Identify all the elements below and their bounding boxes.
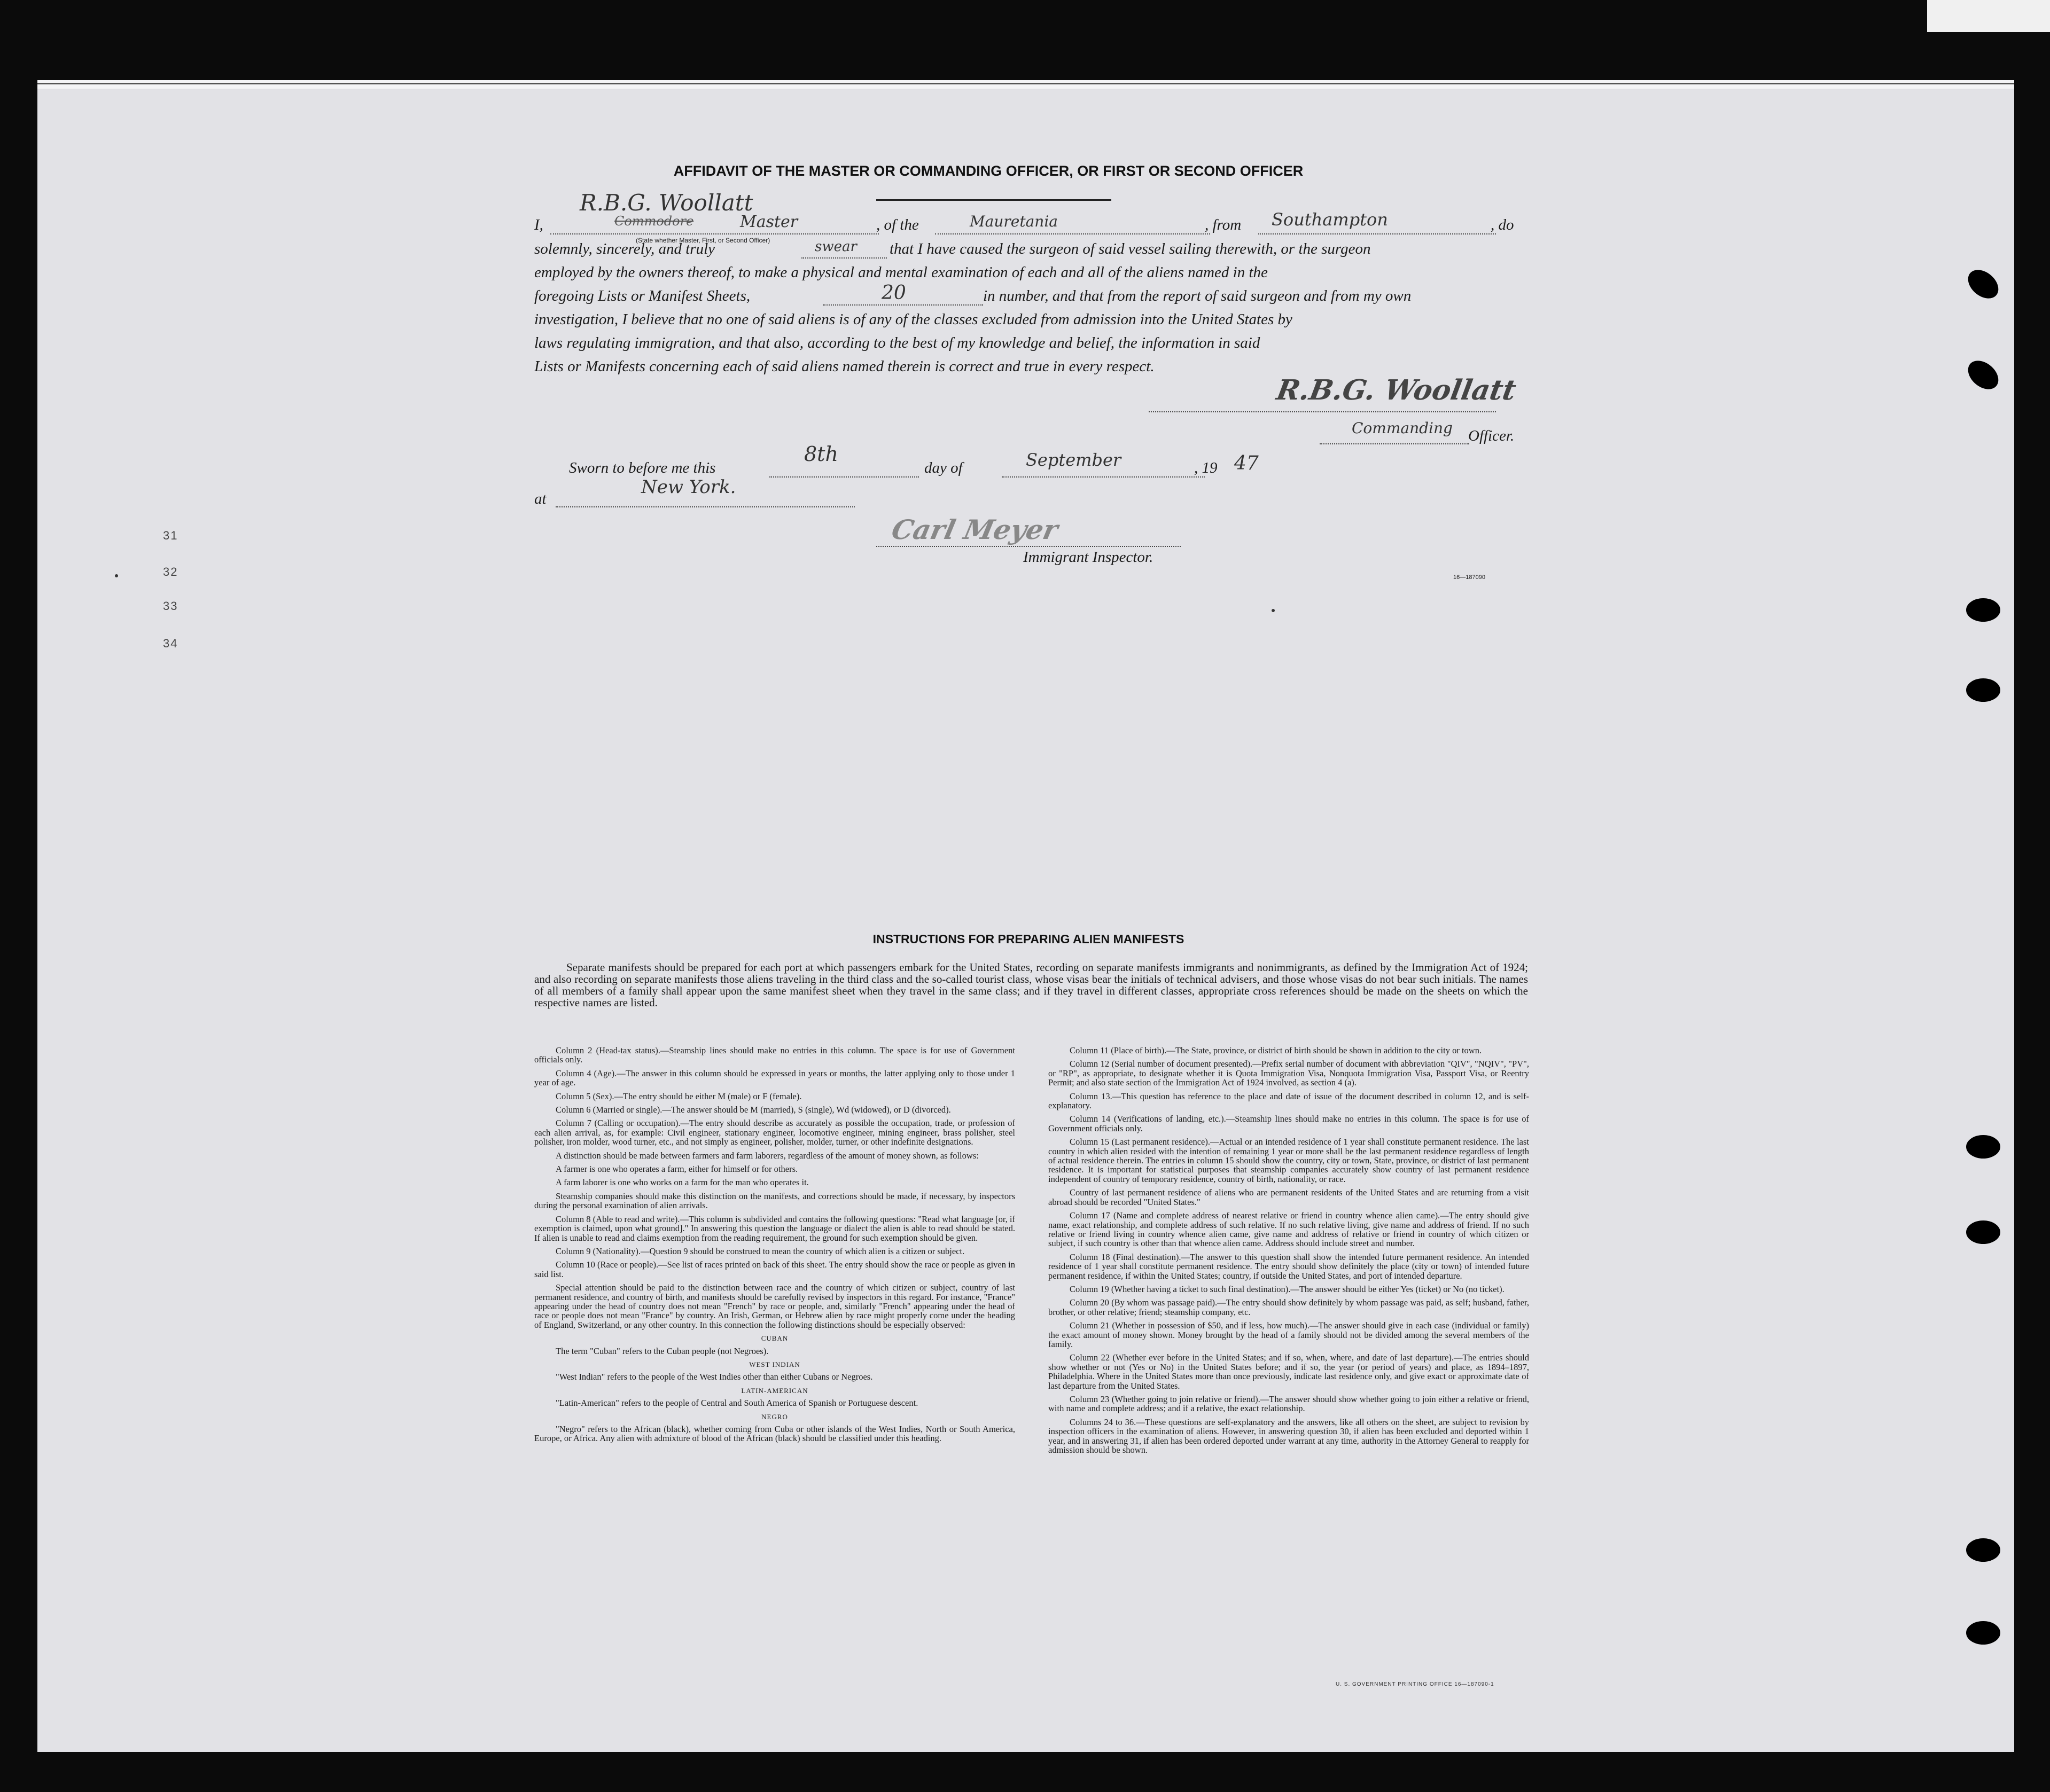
inspector-title: Immigrant Inspector. [1023, 549, 1153, 566]
instruction-paragraph: Column 7 (Calling or occupation).—The entry should describe as accurately as possible the occupation, trade, or profession of each alien arrival, as, for example: Civil engineer, stationary engineer, locomotive engineer, mining engineer, brass polisher, steel polisher, iron molder, wood turner, etc., and not simply as engineer, polisher, molder, turner, or other indefinite designations. [534, 1118, 1015, 1147]
instruction-paragraph: Special attention should be paid to the distinction between race and the country of which citizen or subject, country of last permanent residence, and country of birth, and manifests should be carefully revised by inspectors in this regard. For instance, "France" appearing under the head of country does not mean "French" by race or people, and, similarly "French" appearing under the head of race or people does not mean "France" by country. An Irish, German, or Hebrew alien by race might properly come under the heading of England, Switzerland, or any other country. In this connection the following distinctions should be especially observed: [534, 1282, 1015, 1330]
instruction-paragraph: Column 19 (Whether having a ticket to such final destination).—The answer should be either Yes (ticket) or No (no ticket). [1070, 1284, 1505, 1294]
speck [1272, 609, 1275, 612]
instruction-paragraph: Column 17 (Name and complete address of nearest relative or friend in country whence alien came).—The entry should give name, exact relationship, and complete address of such relative. If no such relative living, give name and address of friend. If no such relative or friend living in country whence alien came, give name and address of relative or friend in country of which citizen or subject, if such country is other than that whence alien came. Address should include street and number. [1048, 1210, 1529, 1249]
affidavit-line-2a: solemnly, sincerely, and truly [534, 240, 715, 257]
affidavit-line-6: laws regulating immigration, and that also, according to the best of my knowledge and belief, the information in said [534, 334, 1260, 351]
instruction-paragraph: Column 11 (Place of birth).—The State, province, or district of birth should be shown in addition to the city or town. [1070, 1045, 1482, 1055]
oath-value: swear [815, 239, 857, 255]
instruction-paragraph: Steamship companies should make this distinction on the manifests, and corrections should be made, if necessary, by inspectors during the personal examination of alien arrivals. [534, 1191, 1015, 1211]
punch-hole [1966, 1538, 2000, 1562]
instruction-paragraph: A farm laborer is one who works on a farm for the man who operates it. [556, 1177, 809, 1188]
affidavit-line-4b: in number, and that from the report of said surgeon and from my own [983, 287, 1412, 304]
port-name: Southampton [1272, 209, 1388, 230]
inspector-line [876, 546, 1181, 547]
punch-hole [1966, 1220, 2000, 1244]
instruction-paragraph: Column 12 (Serial number of document presented).—Prefix serial number of document with abbreviation "QIV", "NQIV", "PV", or "RP", as appropriate, to designate whether it is Quota Immigration Visa, Nonquota Immigration Visa, Passport Visa, or Reentry Permit; and also state section of the Immigration Act of 1924 involved, as section 4 (a). [1048, 1059, 1529, 1088]
printing-office-footer: U. S. GOVERNMENT PRINTING OFFICE 16—187090-1 [1336, 1681, 1494, 1687]
sheet-count: 20 [882, 282, 906, 304]
affidavit-line-7: Lists or Manifests concerning each of said aliens named therein is correct and true in every respect. [534, 358, 1155, 375]
instructions-right-column [1048, 1046, 1529, 1459]
sworn-year: 47 [1234, 452, 1259, 474]
instructions-title: INSTRUCTIONS FOR PREPARING ALIEN MANIFESTS [872, 932, 1184, 946]
instructions-intro: Separate manifests should be prepared for each port at which passengers embark for the United States, recording on separate manifests immigrants and nonimmigrants, as defined by the Immigration Act of 1924; and also recording on separate manifests those aliens traveling in the third class and the so-called tourist class, whose visas bear the initials of technical advisers, and those whose visas do not bear such initials. The names of all members of a family shall appear upon the same manifest sheet when they travel in the same class; and if they travel in different classes, appropriate cross references should be made on the sheets on which the respective names are listed. [534, 961, 1528, 1009]
affidavit-line-4a: foregoing Lists or Manifest Sheets, [534, 287, 751, 304]
affidavit-line-5: investigation, I believe that no one of said aliens is of any of the classes excluded from admission into the United States by [534, 311, 1292, 328]
instruction-paragraph: Columns 24 to 36.—These questions are self-explanatory and the answers, like all others on the sheet, are subject to revision by inspection officers in the examination of aliens. However, in answering question 30, if alien has been excluded and deported within 1 year, and in answering 31, if alien has been ordered deported under warrant at any time, authority in the Attorney General to reapply for admission should be shown. [1048, 1417, 1529, 1455]
handwritten-name: R.B.G. Woollatt [580, 190, 753, 216]
port-blank [1258, 233, 1496, 234]
form-number: 16—187090 [1453, 574, 1485, 581]
count-blank [823, 304, 983, 306]
margin-number: 34 [163, 637, 178, 650]
instruction-paragraph: Column 8 (Able to read and write).—This column is subdivided and contains the following questions: "Read what language [or, if exemption is claimed, upon what ground]." In answering this question the language or dialect the alien is able to read should be stated. If alien is unable to read and claims exemption from the reading requirement, the ground for such exemption should be given. [534, 1214, 1015, 1243]
officer-suffix: Officer. [1468, 427, 1515, 444]
instruction-paragraph: Column 21 (Whether in possession of $50, and if less, how much).—The answer should give in each case (individual or family) the exact amount of money shown. Money brought by the head of a family should not be divided among the several members of the family. [1048, 1320, 1529, 1349]
of-the-label: , of the [876, 216, 919, 233]
margin-number: 33 [163, 599, 178, 613]
rank-note: (State whether Master, First, or Second Officer) [636, 237, 770, 244]
document-sheet [37, 80, 2014, 1752]
section-heading: NEGRO [761, 1412, 788, 1421]
day-blank [769, 476, 919, 478]
affidavit-line-3: employed by the owners thereof, to make a physical and mental examination of each and all of the aliens named in the [534, 264, 1268, 281]
officer-title-blank [1320, 443, 1469, 444]
instruction-paragraph: Column 18 (Final destination).—The answer to this question shall show the intended future permanent residence. An intended residence of 1 year shall constitute permanent residence. The entry should show definitely the place (city or town) of intended future permanent residence, if within the United States; country, if outside the United States, and port of intended departure. [1048, 1251, 1529, 1281]
instruction-paragraph: "Negro" refers to the African (black), whether coming from Cuba or other islands of the West Indies, North or South America, Europe, or Africa. Any alien with admixture of blood of the African (black) should be classified under this heading. [534, 1424, 1015, 1444]
instruction-paragraph: "Latin-American" refers to the people of Central and South America of Spanish or Portuguese descent. [556, 1398, 918, 1408]
margin-number: 31 [163, 529, 178, 542]
instruction-paragraph: Column 13.—This question has reference to the place and date of issue of the document described in column 12, and is self-explanatory. [1048, 1091, 1529, 1111]
punch-hole [1966, 1135, 2000, 1159]
affidavit-line-2b: that I have caused the surgeon of said vessel sailing therewith, or the surgeon [890, 240, 1371, 257]
instructions-left-column [534, 1046, 1015, 1447]
rank-blank [550, 233, 879, 234]
instruction-paragraph: Column 2 (Head-tax status).—Steamship lines should make no entries in this column. The space is for use of Government officials only. [534, 1045, 1015, 1065]
inspector-signature: Carl Meyer [888, 514, 1061, 545]
vessel-blank [935, 233, 1210, 234]
instruction-paragraph: Column 6 (Married or single).—The answer should be M (married), S (single), Wd (widowed), or D (divorced). [556, 1105, 951, 1115]
instruction-paragraph: Column 10 (Race or people).—See list of races printed on back of this sheet. The entry should show the race or people as given in said list. [534, 1259, 1015, 1279]
instruction-paragraph: A distinction should be made between farmers and farm laborers, regardless of the amount of money shown, as follows: [556, 1150, 979, 1161]
officer-title: Commanding [1352, 419, 1453, 437]
title-rule [876, 199, 1111, 201]
corner-paper [1927, 0, 2050, 32]
instruction-paragraph: Column 15 (Last permanent residence).—Actual or an intended residence of 1 year shall constitute permanent residence. The last country in which alien resided with the intention of remaining 1 year or more shall be the last permanent residence regardless of length of actual residence therein. The entries in column 15 should show the country, city or town, State, province, or district of last permanent residence. It is important for statistical purposes that steamship companies accurately show country of last permanent residence independent of country of temporary residence, country of birth, nationality, or race. [1048, 1137, 1529, 1184]
at-label: at [534, 490, 547, 507]
sworn-text: Sworn to before me this [569, 459, 716, 476]
sheet-top-edge [37, 80, 2014, 89]
affidavit-i: I, [534, 216, 543, 233]
place-blank [556, 506, 855, 507]
instruction-paragraph: Column 4 (Age).—The answer in this column should be expressed in years or months, the latter applying only to those under 1 year of age. [534, 1068, 1015, 1088]
sworn-place: New York. [641, 476, 736, 498]
month-blank [1002, 476, 1205, 478]
instruction-paragraph: Column 20 (By whom was passage paid).—The entry should show definitely by whom passage was paid, as self; husband, father, brother, or other relative; friend; steamship company, etc. [1048, 1297, 1529, 1317]
punch-hole [1966, 598, 2000, 622]
section-heading: LATIN-AMERICAN [741, 1386, 808, 1395]
instruction-paragraph: Column 9 (Nationality).—Question 9 should be construed to mean the country of which alien is a citizen or subject. [556, 1246, 965, 1256]
instruction-paragraph: A farmer is one who operates a farm, either for himself or for others. [556, 1164, 798, 1175]
sworn-month: September [1026, 450, 1121, 470]
affidavit-title: AFFIDAVIT OF THE MASTER OR COMMANDING OFFICER, OR FIRST OR SECOND OFFICER [673, 163, 1304, 179]
year-prefix: , 19 [1194, 459, 1218, 476]
instruction-paragraph: Country of last permanent residence of aliens who are permanent residents of the United States and are returning from a visit abroad should be recorded "United States." [1048, 1187, 1529, 1207]
instruction-paragraph: The term "Cuban" refers to the Cuban people (not Negroes). [556, 1345, 769, 1356]
instruction-paragraph: Column 5 (Sex).—The entry should be either M (male) or F (female). [556, 1091, 802, 1101]
oath-blank [801, 257, 887, 259]
master-signature: R.B.G. Woollatt [1274, 374, 1519, 406]
punch-hole [1966, 678, 2000, 702]
vessel-name: Mauretania [970, 213, 1058, 230]
instruction-paragraph: Column 22 (Whether ever before in the United States; and if so, when, where, and date of last departure).—The entries should show whether or not (Yes or No) in the United States before; and if so, the year (or period of years) and place, as 1894–1897, Philadelphia. Where in the United States more than once previously, indicate last residence only, and give exact or approximate date of last departure from the United States. [1048, 1352, 1529, 1391]
rank-struck: Commodore [614, 214, 694, 229]
day-of-label: day of [924, 459, 963, 476]
signature-line [1149, 411, 1496, 412]
punch-hole [1966, 1621, 2000, 1645]
sheet-top-line [37, 83, 2014, 84]
sworn-day: 8th [804, 442, 838, 466]
speck [115, 574, 118, 577]
rank-value: Master [740, 213, 798, 231]
section-heading: CUBAN [761, 1334, 789, 1343]
instruction-paragraph: Column 14 (Verifications of landing, etc.).—Steamship lines should make no entries in this column. The space is for use of Government officials only. [1048, 1114, 1529, 1133]
margin-number: 32 [163, 565, 178, 578]
do-label: , do [1491, 216, 1514, 233]
section-heading: WEST INDIAN [749, 1360, 800, 1368]
instruction-paragraph: "West Indian" refers to the people of the West Indies other than either Cubans or Negroes. [556, 1372, 873, 1382]
instruction-paragraph: Column 23 (Whether going to join relative or friend).—The answer should show whether going to join either a relative or friend, with name and complete address; and if a relative, the exact relationship. [1048, 1394, 1529, 1414]
from-label: , from [1205, 216, 1242, 233]
